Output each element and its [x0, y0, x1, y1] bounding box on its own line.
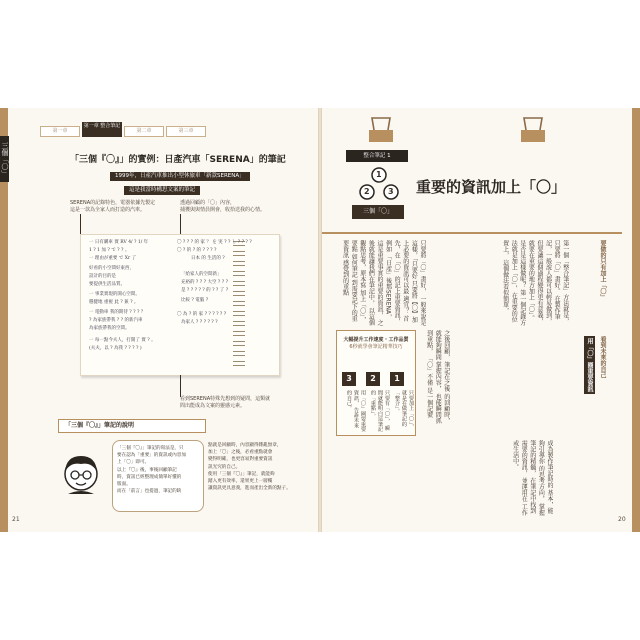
sub-label: 三個「〇」 — [352, 205, 404, 219]
body-column: 第一個記錄方法就是加上「〇」， — [510, 240, 526, 326]
body-column: 工作或生活中。 — [511, 440, 528, 516]
notebook-ring — [233, 331, 245, 336]
handwritten-line: 一 事業實現的開心空間。 — [89, 292, 140, 297]
side-heading: 要做的只有加上「〇」 — [599, 240, 606, 300]
bubble-line: 「三個『〇』」筆記的寫法是，只 — [117, 446, 184, 451]
handwritten-line: 一 每一點今夫人，打開了 實 ? 。 — [89, 338, 156, 343]
body-column: 成為製作筆記時的 — [545, 440, 553, 488]
notebook-ring — [233, 341, 245, 346]
tip-text — [369, 390, 390, 432]
caption-line: 這是一款為全家人而打造的汽車。 — [70, 207, 146, 213]
explanation-text — [208, 442, 308, 492]
handwritten-line: 〇 ? ? ? 的 家 ？ を 実 ? ? し ? ? ? ? — [177, 240, 252, 245]
tab-chapter-3: 第三章 — [166, 126, 206, 137]
caption-line: 捕獲與與情員開會，收拾送我的心情。 — [180, 207, 266, 213]
body-column: 「〇」不僅 — [425, 355, 433, 386]
section-heading: 「三個『〇』」筆記的說明 — [58, 419, 206, 433]
banner-1999: 1999年，日產汽車推出小型休旅車「新款SERENA」 — [110, 172, 250, 181]
handwritten-line: ? 為家族帶我 ? ? 的新汽車 — [89, 318, 143, 323]
handwritten-line: 是 ? ? ? ? ? 的 ? ? 了 ? — [181, 288, 229, 293]
handwritten-line: 一 電動車 我的期待 ? ? ? ？ — [89, 310, 146, 315]
tip-line: 告訴未來的自己。 — [346, 390, 359, 429]
explanation-line: 踏入更有效率，還果更上一層樓 — [208, 479, 273, 485]
side-heading: 看到未來的自己 — [599, 336, 606, 378]
explanation-line: 訊光究的自己。 — [208, 464, 241, 470]
body-column: 是一個記號 — [425, 387, 433, 418]
body-column: 到重點， — [425, 330, 433, 354]
body-column: 也能瞬間抓 — [434, 393, 442, 424]
body-column: 第一個「整合筆記」方法就是， — [561, 240, 569, 324]
board-label: 整合筆記 1 — [346, 150, 408, 162]
bubble-line: 版面。 — [117, 482, 131, 488]
body-column: 並運用在 — [520, 477, 528, 502]
explanation-line: 點就是回顧時，內容顯得雜亂無章， — [208, 443, 282, 448]
bubble-line: 而在「前言」也提過，筆記的缺 — [117, 489, 182, 495]
body-column: 掌握筆記的精髓， — [528, 440, 545, 516]
notebook-ring — [233, 321, 245, 326]
tips-subtitle: 6秒就學會筆記精華技巧 — [349, 344, 403, 350]
body-column: 只要將「〇」畫好。 — [553, 240, 561, 294]
handwritten-line: 充裕的 ? ? ? 大空 ? ? ? — [181, 280, 228, 285]
tip-line: 瞬間就能明白這筆記的「重點」。 — [370, 390, 390, 432]
tip-line: 用「〇」圈要重要資訊， — [353, 390, 366, 432]
speech-bubble — [112, 440, 204, 512]
left-page-number: 21 — [12, 516, 20, 523]
handwritten-line: 比較 ? 電腦 ? — [181, 298, 209, 303]
author-avatar-icon — [56, 448, 106, 498]
notebook-ring — [233, 361, 245, 366]
circle-number: 2 — [364, 187, 370, 196]
body-column: 首先，在「〇」的記上重要資訊，例如 — [384, 240, 409, 324]
body-column: 在製作筆記，一般說人都可以輕易做到， — [544, 240, 561, 324]
body-column: 感覺到的重點 — [341, 259, 349, 296]
tip-line: 只要加上「〇」， — [408, 390, 414, 429]
body-column: 就能夠瞬間 — [434, 330, 442, 360]
handwritten-line: 1 ? 1 加 ? で ? ? 。 — [89, 248, 130, 253]
handwritten-line: 穩健地 重視 此 ? 兼 ? 。 — [89, 300, 139, 305]
tab-chapter-1: 第一章 — [40, 126, 80, 137]
bubble-line: 上「〇」即可。 — [117, 460, 150, 466]
body-column: 掌握內容， — [434, 361, 442, 392]
tip-number: 2 — [366, 372, 380, 386]
notebook-ring — [233, 351, 245, 356]
body-column-group — [500, 240, 569, 326]
notebook-ring — [233, 271, 245, 276]
bubble-line: 以上『〇』後，事後回顧筆記 — [117, 467, 177, 473]
body-column: 這是重要事實的重要的資訊， — [375, 240, 383, 318]
body-column: 加上「〇」，要點 — [350, 240, 366, 323]
handwritten-line: 好看的小空間好東西， — [89, 266, 134, 271]
body-column: 需要的資訊， — [520, 440, 528, 476]
handwritten-line: 為家族帶我的空間。 — [89, 326, 130, 331]
handwritten-line: 「給家人的空間新」 — [181, 272, 222, 277]
body-column: 就要在重要的地方加上「〇」。 — [527, 240, 535, 321]
body-column: 只要將【〇】加上必要的資訊可以最 — [401, 240, 418, 323]
body-column: 之後回顧， — [442, 330, 450, 360]
handwritten-line: 一 理由が重要 で Xr 了 — [89, 256, 137, 261]
callout-line — [80, 214, 81, 236]
notebook-ring — [233, 261, 245, 266]
explanation-line: 加上「〇」之後，必看重點就會 — [208, 450, 273, 456]
body-column: 筆記在之後 — [442, 361, 450, 392]
body-column: 這個做法看似簡單， — [501, 259, 509, 314]
caption-line: 看到SERENA特殊先想到的疑問，這類就 — [180, 396, 271, 402]
body-column: 在重要的位置上， — [501, 240, 518, 323]
notebook-ring — [233, 291, 245, 296]
body-column-group — [340, 240, 426, 326]
explanation-line: 變得明確，也更容易對重要資訊 — [208, 457, 273, 463]
notebook-ring — [233, 301, 245, 306]
body-column: 如何筆記 — [350, 253, 358, 278]
right-page-number: 20 — [618, 516, 626, 523]
tip-text — [393, 390, 414, 432]
handwritten-line: 〇 為 ? 的 家 ? ? ? ? ? ? — [177, 312, 227, 317]
body-column: 只要將「〇」畫好， — [418, 240, 426, 294]
tab-chapter-2: 第二章 — [124, 126, 164, 137]
explanation-line: 使用「三個『〇』」筆記，就能夠 — [208, 471, 275, 477]
callout-line — [180, 375, 181, 397]
body-column: 以這個觀點思考，原本寫 — [358, 240, 375, 326]
handwritten-line: (夫夫，以 ? 為我 ? ? ? ? ) — [89, 346, 142, 351]
note-left-caption — [70, 200, 155, 214]
body-column: 的回顧時， — [442, 393, 450, 424]
tip-line: 就是在做筆記的「整合」。 — [394, 390, 407, 427]
notebook-caption-bottom — [180, 396, 270, 410]
body-column: 是否是這樣做呢？ — [518, 240, 526, 288]
caption-line: 透過回顧的「〇」內容， — [180, 200, 236, 206]
chapter-spine-tab: 三個「〇」 — [0, 136, 9, 182]
caption-line: 問出能成為文案的靈感元素。 — [180, 403, 246, 409]
handwritten-line: 為家人 ? ? ? ? ? ? — [181, 320, 218, 325]
body-column: 一般來說是這樣，「只要好 — [410, 240, 426, 326]
note-right-caption — [180, 200, 265, 214]
tips-title: 大幅提升工作速度・工作品質 — [343, 337, 409, 343]
bubble-line: 時，資訊已經整理成簡單好懂的 — [117, 474, 182, 480]
handwritten-line: 〇 ? 的 ? 的 ? ? ? ? — [177, 248, 217, 253]
page-heading: 重要的資訊加上「〇」 — [416, 178, 567, 196]
tab-chapter-1-notes: 第一章 整合筆記 — [82, 122, 122, 137]
banner-note: 這是我當時構思文案的筆記 — [124, 186, 200, 195]
body-column: 的思考方向， — [537, 465, 545, 502]
body-column: 但要讓這個過程變得更有意義， — [535, 240, 543, 324]
body-column: 「日產」後那SERENA， — [384, 253, 392, 321]
handwritten-line: 要提供生活品質。 — [89, 282, 125, 287]
caption-line: SERENA的記錄特色，電器依據先製定 — [70, 200, 156, 206]
tip-number: 3 — [342, 372, 356, 386]
circle-number: 1 — [376, 170, 382, 179]
side-highlight: 用「〇」圈重要資訊 — [586, 338, 593, 392]
notebook-ring — [233, 311, 245, 316]
handwritten-line: 設計的目的是 — [89, 274, 116, 279]
left-page-title: 「三個『〇』」的實例：日產汽車「SERENA」的筆記 — [70, 155, 286, 165]
tip-line: 只要有「〇」， — [384, 390, 390, 424]
body-column: 到需要記下的重要資訊 — [341, 240, 358, 322]
notebook-ring — [233, 251, 245, 256]
handwritten-notebook — [80, 234, 280, 376]
circle-number: 3 — [388, 187, 394, 196]
tip-number: 1 — [390, 372, 404, 386]
handwritten-line: 一 日有購車 實 RV 4/ ? 1/ 年 — [89, 240, 149, 245]
tip-text — [345, 390, 366, 432]
notebook-ring — [233, 281, 245, 286]
body-column: 基本，能夠引導你 — [537, 440, 553, 514]
body-column: 適宜？ — [401, 295, 409, 314]
bubble-line: 要在認為「重要」的資訊或內容加 — [117, 453, 186, 459]
handwritten-line: 日本 的 生活的 ? — [191, 256, 225, 261]
body-column-group — [424, 330, 450, 430]
callout-line — [180, 214, 181, 236]
body-column: 之後就能讓我們在筆記中， — [367, 240, 383, 326]
explanation-line: 讓資訊更具意義，進而產出全新的點子。 — [208, 486, 291, 492]
body-column: 在筆記中找到 — [528, 477, 536, 514]
body-column-group — [510, 440, 553, 518]
